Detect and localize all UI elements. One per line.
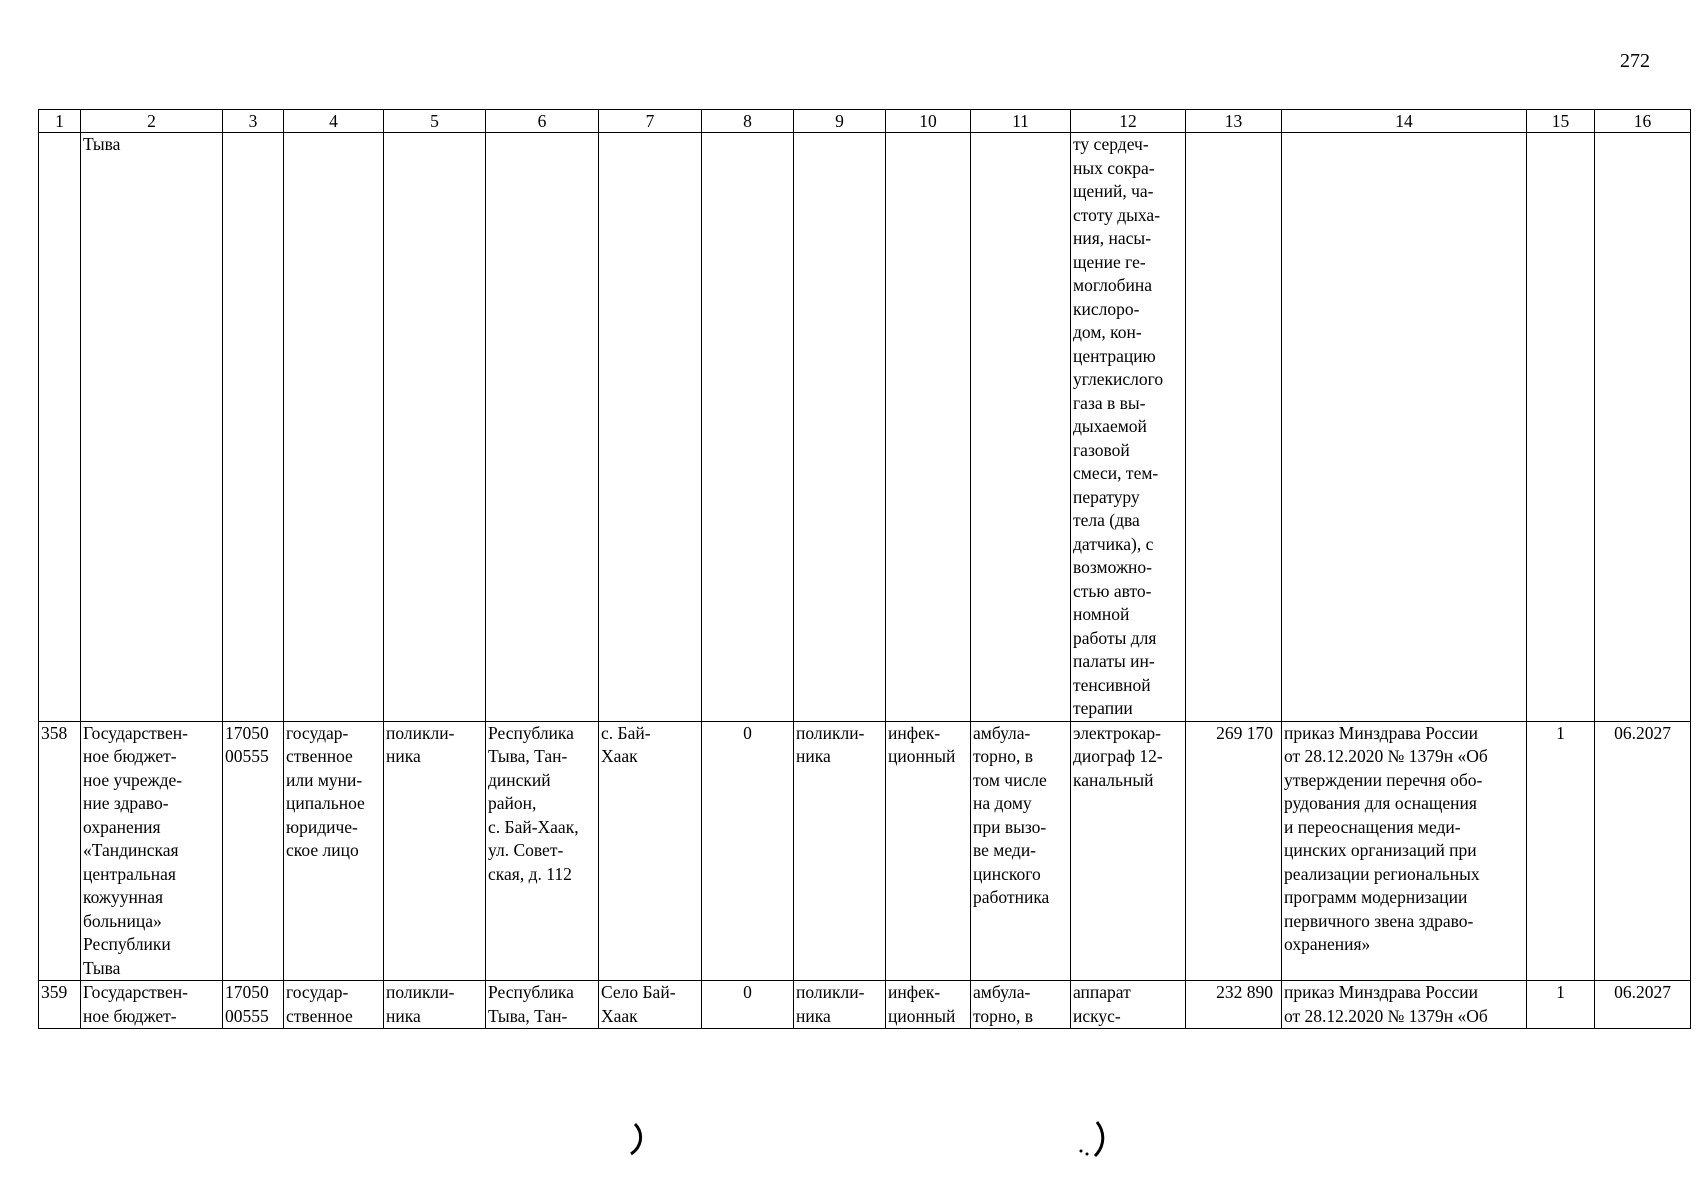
header-row	[39, 110, 1691, 133]
cell-address: Республика Тыва, Тан- динский район, с. Бай-Хаак, ул. Совет- ская, д. 112	[486, 721, 599, 981]
header-cell-8: 8	[702, 110, 794, 133]
cell	[1186, 133, 1282, 722]
cell	[1282, 133, 1527, 722]
cell	[223, 133, 284, 722]
header-cell-12: 12	[1071, 110, 1186, 133]
cell	[486, 133, 599, 722]
cell	[886, 133, 971, 722]
cell	[284, 133, 384, 722]
header-cell-1: 1	[39, 110, 81, 133]
page-number: 272	[1620, 50, 1650, 72]
header-cell-11: 11	[971, 110, 1071, 133]
cell-profile: инфек- ционный	[886, 981, 971, 1029]
cell-quantity: 1	[1527, 981, 1595, 1029]
cell	[971, 133, 1071, 722]
cell-conditions: амбула- торно, в	[971, 981, 1071, 1029]
header-cell-14: 14	[1282, 110, 1527, 133]
cell-legal-form: государ- ственное или муни- ципальное юридиче- ское лицо	[284, 721, 384, 981]
header-cell-4: 4	[284, 110, 384, 133]
ink-mark-right	[1075, 1118, 1111, 1162]
equipment-table	[38, 109, 1691, 1029]
cell-code: 17050 00555	[223, 981, 284, 1029]
cell-price: 232 890	[1186, 981, 1282, 1029]
cell	[39, 133, 81, 722]
cell-organization: Тыва	[81, 133, 223, 722]
cell-equipment: электрокар- диограф 12- канальный	[1071, 721, 1186, 981]
cell-profile: инфек- ционный	[886, 721, 971, 981]
cell-date: 06.2027	[1595, 721, 1691, 981]
header-cell-5: 5	[384, 110, 486, 133]
header-cell-6: 6	[486, 110, 599, 133]
header-cell-3: 3	[223, 110, 284, 133]
table-row	[39, 981, 1691, 1029]
cell-number: 359	[39, 981, 81, 1029]
cell-value: 0	[702, 981, 794, 1029]
cell-basis: приказ Минздрава России от 28.12.2020 № 1379н «Об	[1282, 981, 1527, 1029]
header-cell-2: 2	[81, 110, 223, 133]
cell-equipment: аппарат искус-	[1071, 981, 1186, 1029]
cell-equipment: ту сердеч- ных сокра- щений, ча- стоту дыха- ния, насы- щение ге- моглобина кислоро- дом, кон- центрацию углекислого газа в вы- дыхаемой газовой смеси, тем- пературу тела (два датчика), с возможно- стью авто- номной работы для палаты ин- тенсивной терапии	[1071, 133, 1186, 722]
cell	[1595, 133, 1691, 722]
header-cell-10: 10	[886, 110, 971, 133]
cell-organization: Государствен- ное бюджет-	[81, 981, 223, 1029]
cell-division: поликли- ника	[794, 981, 886, 1029]
header-cell-16: 16	[1595, 110, 1691, 133]
continuation-row	[39, 133, 1691, 722]
cell-value: 0	[702, 721, 794, 981]
cell-quantity: 1	[1527, 721, 1595, 981]
cell	[384, 133, 486, 722]
cell-settlement: с. Бай- Хаак	[599, 721, 702, 981]
cell-settlement: Село Бай- Хаак	[599, 981, 702, 1029]
cell-date: 06.2027	[1595, 981, 1691, 1029]
header-cell-9: 9	[794, 110, 886, 133]
header-cell-7: 7	[599, 110, 702, 133]
ink-mark-left	[625, 1120, 649, 1160]
cell	[1527, 133, 1595, 722]
header-cell-15: 15	[1527, 110, 1595, 133]
cell-address: Республика Тыва, Тан-	[486, 981, 599, 1029]
cell-basis: приказ Минздрава России от 28.12.2020 № 1379н «Об утверждении перечня обо- рудования для оснащения и переоснащения меди- цинских организаций при реализации региональных программ модернизации первичного звена здраво- охранения»	[1282, 721, 1527, 981]
cell-unit-type: поликли- ника	[384, 721, 486, 981]
cell-division: поликли- ника	[794, 721, 886, 981]
cell-legal-form: государ- ственное	[284, 981, 384, 1029]
cell-unit-type: поликли- ника	[384, 981, 486, 1029]
cell-conditions: амбула- торно, в том числе на дому при вызо- ве меди- цинского работника	[971, 721, 1071, 981]
cell-price: 269 170	[1186, 721, 1282, 981]
table-row	[39, 721, 1691, 981]
cell	[702, 133, 794, 722]
cell	[599, 133, 702, 722]
cell	[794, 133, 886, 722]
cell-code: 17050 00555	[223, 721, 284, 981]
cell-number: 358	[39, 721, 81, 981]
cell-organization: Государствен- ное бюджет- ное учрежде- ние здраво- охранения «Тандинская центральная кожуунная больница» Республики Тыва	[81, 721, 223, 981]
header-cell-13: 13	[1186, 110, 1282, 133]
